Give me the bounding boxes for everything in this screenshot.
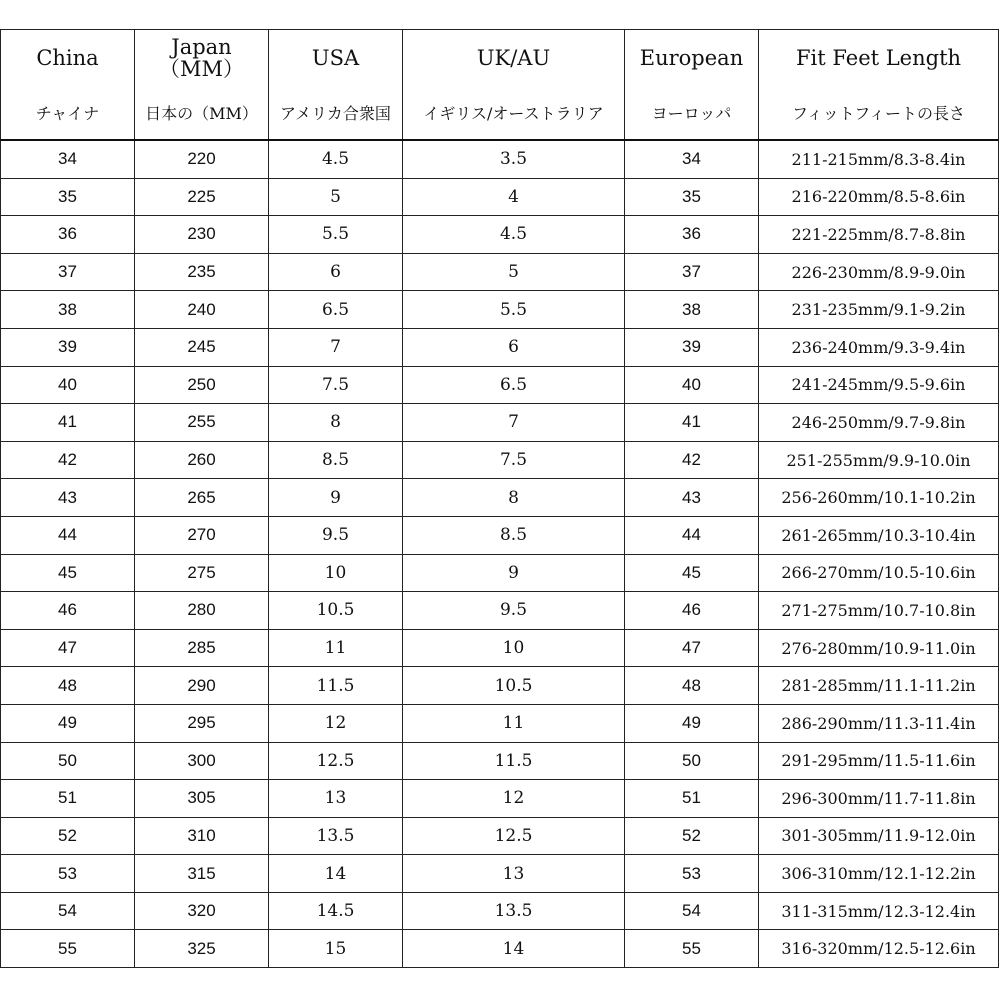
cell-china: 41 [1, 404, 135, 442]
cell-uk-au: 13 [403, 855, 625, 893]
cell-usa: 4.5 [269, 140, 403, 178]
cell-china: 55 [1, 930, 135, 968]
header-usa-ja: アメリカ合衆国 [269, 86, 403, 140]
cell-fit-feet-length: 316-320mm/12.5-12.6in [759, 930, 999, 968]
cell-china: 48 [1, 667, 135, 705]
cell-japan: 230 [135, 216, 269, 254]
cell-usa: 10 [269, 554, 403, 592]
header-usa: USA [269, 30, 403, 87]
table-row [1, 892, 999, 930]
table-body [1, 140, 999, 968]
cell-european: 48 [625, 667, 759, 705]
table-row [1, 930, 999, 968]
cell-fit-feet-length: 211-215mm/8.3-8.4in [759, 140, 999, 178]
cell-china: 50 [1, 742, 135, 780]
cell-uk-au: 13.5 [403, 892, 625, 930]
cell-usa: 13.5 [269, 817, 403, 855]
cell-uk-au: 5.5 [403, 291, 625, 329]
table-row [1, 404, 999, 442]
header-fit-feet-length: Fit Feet Length [759, 30, 999, 87]
cell-uk-au: 9.5 [403, 592, 625, 630]
table-row [1, 140, 999, 178]
cell-china: 42 [1, 441, 135, 479]
cell-fit-feet-length: 286-290mm/11.3-11.4in [759, 704, 999, 742]
cell-european: 54 [625, 892, 759, 930]
table-row [1, 592, 999, 630]
cell-uk-au: 8 [403, 479, 625, 517]
cell-usa: 8.5 [269, 441, 403, 479]
header-fit-feet-length-ja: フィットフィートの長さ [759, 86, 999, 140]
cell-usa: 10.5 [269, 592, 403, 630]
cell-china: 51 [1, 780, 135, 818]
size-chart-table [0, 29, 999, 968]
cell-usa: 11 [269, 629, 403, 667]
header-european: European [625, 30, 759, 87]
cell-european: 37 [625, 253, 759, 291]
table-row [1, 178, 999, 216]
cell-uk-au: 10 [403, 629, 625, 667]
cell-fit-feet-length: 291-295mm/11.5-11.6in [759, 742, 999, 780]
cell-fit-feet-length: 231-235mm/9.1-9.2in [759, 291, 999, 329]
cell-uk-au: 11 [403, 704, 625, 742]
table-row [1, 629, 999, 667]
cell-japan: 300 [135, 742, 269, 780]
cell-japan: 255 [135, 404, 269, 442]
cell-european: 52 [625, 817, 759, 855]
cell-japan: 320 [135, 892, 269, 930]
header-china-ja: チャイナ [1, 86, 135, 140]
cell-japan: 290 [135, 667, 269, 705]
cell-uk-au: 4.5 [403, 216, 625, 254]
cell-japan: 305 [135, 780, 269, 818]
cell-china: 45 [1, 554, 135, 592]
header-japan [135, 30, 269, 87]
cell-china: 36 [1, 216, 135, 254]
cell-fit-feet-length: 251-255mm/9.9-10.0in [759, 441, 999, 479]
table-row [1, 554, 999, 592]
cell-china: 52 [1, 817, 135, 855]
table-row [1, 516, 999, 554]
cell-china: 43 [1, 479, 135, 517]
cell-china: 53 [1, 855, 135, 893]
cell-usa: 6.5 [269, 291, 403, 329]
cell-fit-feet-length: 271-275mm/10.7-10.8in [759, 592, 999, 630]
cell-uk-au: 7.5 [403, 441, 625, 479]
cell-china: 44 [1, 516, 135, 554]
cell-european: 42 [625, 441, 759, 479]
cell-japan: 235 [135, 253, 269, 291]
cell-usa: 14.5 [269, 892, 403, 930]
cell-european: 47 [625, 629, 759, 667]
cell-china: 38 [1, 291, 135, 329]
table-row [1, 291, 999, 329]
cell-japan: 270 [135, 516, 269, 554]
cell-usa: 11.5 [269, 667, 403, 705]
cell-uk-au: 12 [403, 780, 625, 818]
header-european-ja: ヨーロッパ [625, 86, 759, 140]
header-row-japanese [1, 86, 999, 140]
cell-uk-au: 4 [403, 178, 625, 216]
cell-china: 35 [1, 178, 135, 216]
cell-fit-feet-length: 256-260mm/10.1-10.2in [759, 479, 999, 517]
cell-uk-au: 6 [403, 328, 625, 366]
cell-japan: 250 [135, 366, 269, 404]
table-row [1, 817, 999, 855]
cell-european: 45 [625, 554, 759, 592]
cell-fit-feet-length: 266-270mm/10.5-10.6in [759, 554, 999, 592]
cell-fit-feet-length: 226-230mm/8.9-9.0in [759, 253, 999, 291]
cell-european: 39 [625, 328, 759, 366]
cell-uk-au: 8.5 [403, 516, 625, 554]
table-row [1, 704, 999, 742]
cell-japan: 245 [135, 328, 269, 366]
cell-uk-au: 5 [403, 253, 625, 291]
cell-usa: 15 [269, 930, 403, 968]
cell-fit-feet-length: 216-220mm/8.5-8.6in [759, 178, 999, 216]
cell-usa: 7.5 [269, 366, 403, 404]
cell-japan: 225 [135, 178, 269, 216]
cell-fit-feet-length: 301-305mm/11.9-12.0in [759, 817, 999, 855]
cell-european: 44 [625, 516, 759, 554]
cell-japan: 295 [135, 704, 269, 742]
table-row [1, 479, 999, 517]
table-row [1, 855, 999, 893]
cell-fit-feet-length: 241-245mm/9.5-9.6in [759, 366, 999, 404]
header-row-english [1, 30, 999, 87]
cell-european: 51 [625, 780, 759, 818]
cell-european: 34 [625, 140, 759, 178]
cell-fit-feet-length: 311-315mm/12.3-12.4in [759, 892, 999, 930]
cell-japan: 275 [135, 554, 269, 592]
cell-china: 47 [1, 629, 135, 667]
cell-european: 49 [625, 704, 759, 742]
table-row [1, 742, 999, 780]
cell-japan: 280 [135, 592, 269, 630]
cell-european: 43 [625, 479, 759, 517]
cell-uk-au: 9 [403, 554, 625, 592]
cell-european: 46 [625, 592, 759, 630]
cell-uk-au: 3.5 [403, 140, 625, 178]
cell-japan: 220 [135, 140, 269, 178]
cell-european: 41 [625, 404, 759, 442]
cell-uk-au: 6.5 [403, 366, 625, 404]
cell-usa: 6 [269, 253, 403, 291]
cell-china: 37 [1, 253, 135, 291]
table-row [1, 328, 999, 366]
table-row [1, 366, 999, 404]
cell-japan: 325 [135, 930, 269, 968]
cell-uk-au: 12.5 [403, 817, 625, 855]
cell-usa: 9.5 [269, 516, 403, 554]
cell-china: 39 [1, 328, 135, 366]
cell-usa: 8 [269, 404, 403, 442]
cell-fit-feet-length: 261-265mm/10.3-10.4in [759, 516, 999, 554]
cell-european: 38 [625, 291, 759, 329]
header-china: China [1, 30, 135, 87]
cell-japan: 265 [135, 479, 269, 517]
cell-fit-feet-length: 276-280mm/10.9-11.0in [759, 629, 999, 667]
cell-china: 34 [1, 140, 135, 178]
cell-china: 40 [1, 366, 135, 404]
cell-usa: 14 [269, 855, 403, 893]
cell-japan: 310 [135, 817, 269, 855]
table-row [1, 216, 999, 254]
header-japan-ja: 日本の（MM） [135, 86, 269, 140]
table-row [1, 780, 999, 818]
table-row [1, 441, 999, 479]
cell-fit-feet-length: 236-240mm/9.3-9.4in [759, 328, 999, 366]
cell-european: 40 [625, 366, 759, 404]
cell-fit-feet-length: 296-300mm/11.7-11.8in [759, 780, 999, 818]
header-japan-line1: Japan [171, 35, 232, 59]
cell-fit-feet-length: 306-310mm/12.1-12.2in [759, 855, 999, 893]
cell-japan: 285 [135, 629, 269, 667]
cell-fit-feet-length: 246-250mm/9.7-9.8in [759, 404, 999, 442]
cell-european: 55 [625, 930, 759, 968]
cell-usa: 7 [269, 328, 403, 366]
cell-usa: 12.5 [269, 742, 403, 780]
header-uk-au-ja: イギリス/オーストラリア [403, 86, 625, 140]
cell-uk-au: 10.5 [403, 667, 625, 705]
cell-china: 54 [1, 892, 135, 930]
cell-european: 50 [625, 742, 759, 780]
cell-usa: 5.5 [269, 216, 403, 254]
cell-european: 35 [625, 178, 759, 216]
cell-fit-feet-length: 221-225mm/8.7-8.8in [759, 216, 999, 254]
cell-european: 53 [625, 855, 759, 893]
cell-european: 36 [625, 216, 759, 254]
cell-usa: 9 [269, 479, 403, 517]
cell-china: 49 [1, 704, 135, 742]
cell-usa: 12 [269, 704, 403, 742]
cell-usa: 13 [269, 780, 403, 818]
cell-uk-au: 14 [403, 930, 625, 968]
table-row [1, 253, 999, 291]
table-header [1, 30, 999, 141]
header-uk-au: UK/AU [403, 30, 625, 87]
cell-usa: 5 [269, 178, 403, 216]
cell-japan: 315 [135, 855, 269, 893]
cell-uk-au: 11.5 [403, 742, 625, 780]
header-japan-line2: （MM） [158, 57, 244, 81]
cell-china: 46 [1, 592, 135, 630]
table-row [1, 667, 999, 705]
cell-uk-au: 7 [403, 404, 625, 442]
cell-fit-feet-length: 281-285mm/11.1-11.2in [759, 667, 999, 705]
cell-japan: 240 [135, 291, 269, 329]
cell-japan: 260 [135, 441, 269, 479]
